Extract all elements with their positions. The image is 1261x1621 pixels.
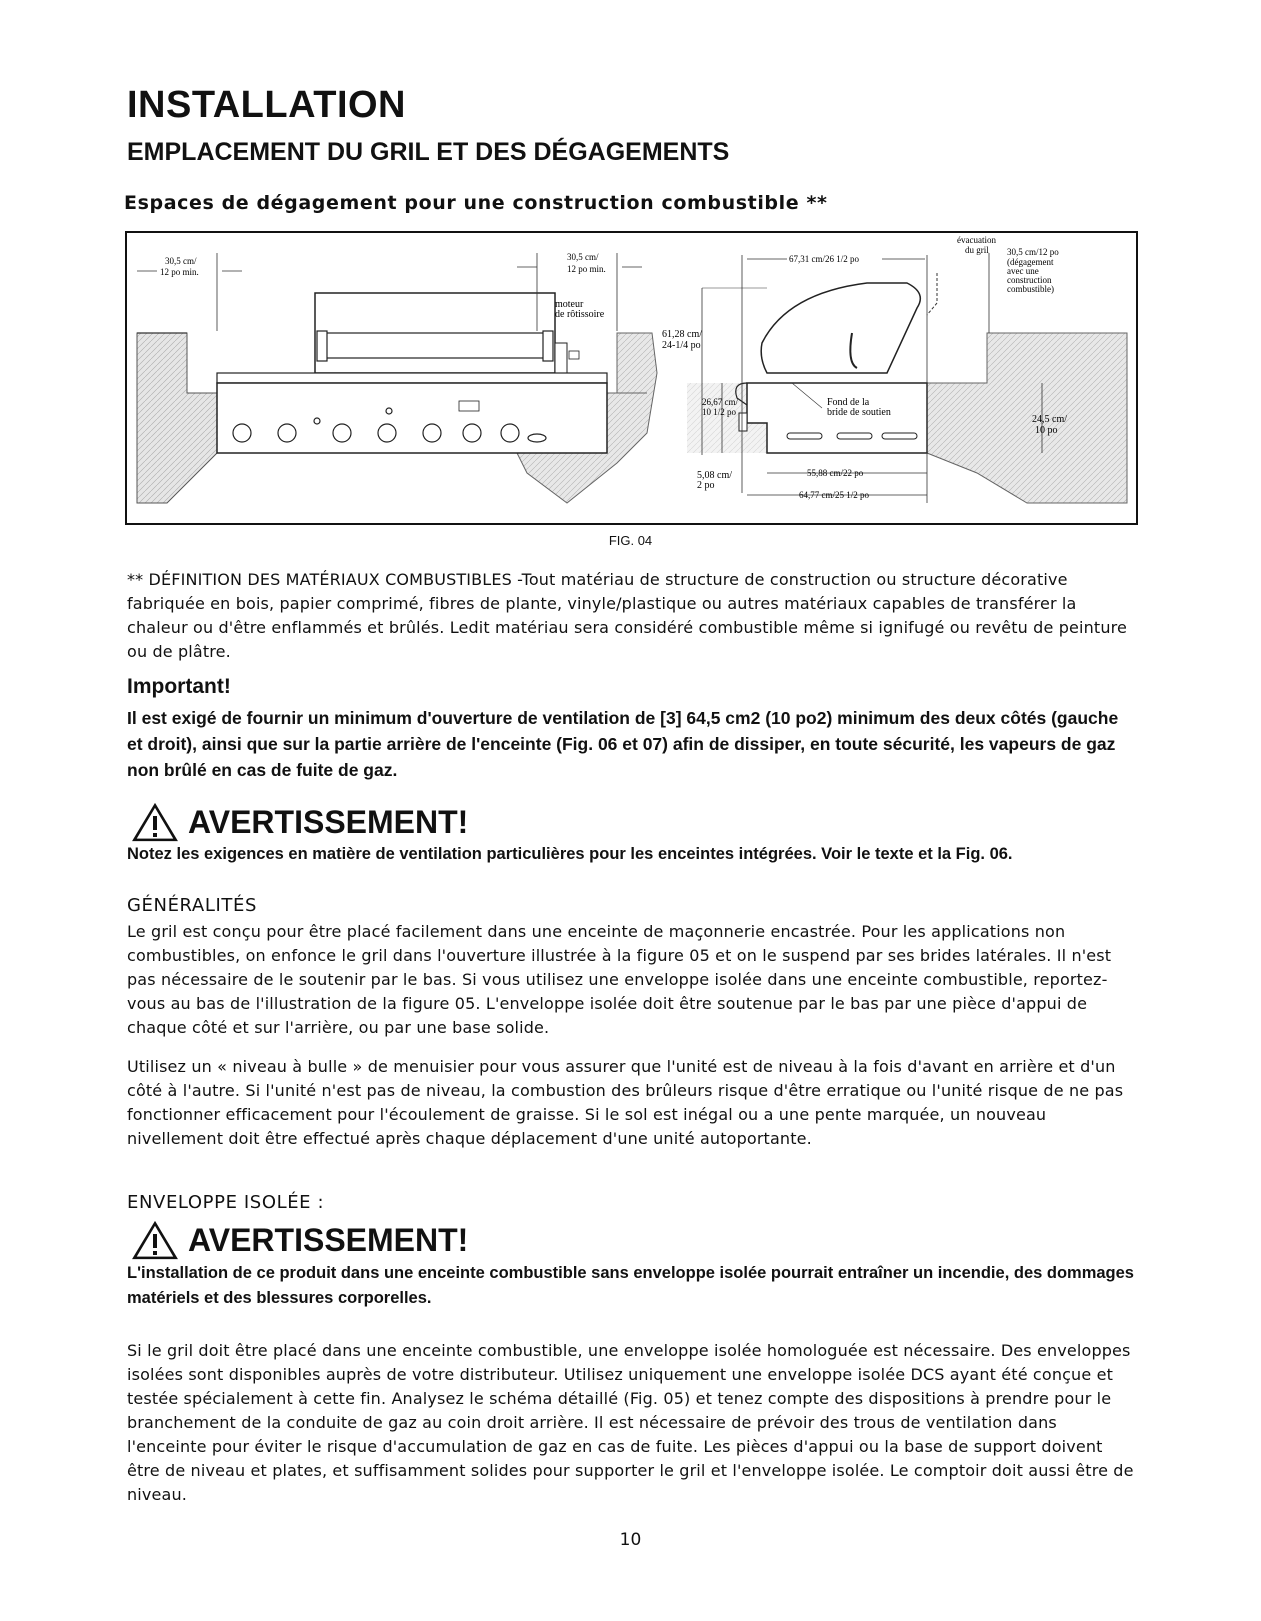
- fig-label-right-clear-1: 30,5 cm/: [567, 252, 599, 262]
- fig-label-vent-2: du gril: [965, 245, 989, 255]
- generalites-paragraph-1: Le gril est conçu pour être placé facilement dans une enceinte de maçonnerie encastrée. Pour les applications non combustibles, on enfonce le gril dans l'ouverture illustrée à la figure 05 et on le suspend par ses brides latérales. Il n'est pas nécessaire de le soutenir par le bas. Si vous utilisez une enveloppe isolée dans une enceinte combustible, reportez-vous au bas de l'illustration de la figure 05. L'enveloppe isolée doit être soutenue par le bas par une pièce d'appui de chaque côté et sur l'arrière, ou par une base solide.: [127, 922, 1112, 1037]
- fig-label-depth-2: 10 1/2 po: [702, 407, 737, 417]
- fig-label-rear-1: 30,5 cm/12 po: [1007, 247, 1059, 257]
- fig-label-motor-2: de rôtissoire: [555, 309, 605, 320]
- warning-text-1: Notez les exigences en matière de ventilation particulières pour les enceintes intégrées. Voir le texte et la Fig. 06.: [127, 845, 1013, 863]
- grill-side-body: [747, 383, 927, 453]
- fig-label-side-2: 10 po: [1035, 425, 1058, 436]
- warning-triangle-icon: [132, 1220, 178, 1260]
- enveloppe-title: ENVELOPPE ISOLÉE :: [127, 1192, 325, 1213]
- fig-label-height-1: 61,28 cm/: [662, 329, 702, 340]
- fig-label-rear-2: (dégagement: [1007, 257, 1054, 267]
- warning-triangle-icon: [132, 802, 178, 842]
- fig-label-height-2: 24-1/4 po: [662, 340, 701, 351]
- fig-label-motor-1: moteur: [555, 299, 584, 310]
- generalites-paragraph-2: Utilisez un « niveau à bulle » de menuisier pour vous assurer que l'unité est de niveau à la fois d'avant en arrière et d'un côté à l'autre. Si l'unité n'est pas de niveau, la combustion des brûleurs risque d'être erratique ou l'unité risque de ne pas fonctionner efficacement pour l'écoulement de graisse. Si le sol est inégal ou a une pente marquée, un nouveau nivellement doit être effectué après chaque déplacement d'une unité autoportante.: [127, 1057, 1124, 1148]
- page-number: 10: [619, 1530, 642, 1550]
- warning-banner-2: [132, 1220, 468, 1260]
- fig-label-lip-1: 5,08 cm/: [697, 470, 732, 481]
- fig-label-rear-3: avec une: [1007, 266, 1039, 276]
- clearance-figure: [125, 231, 1138, 525]
- fig-label-left-clear-1: 30,5 cm/: [165, 256, 197, 266]
- fig-label-flange-2: bride de soutien: [827, 407, 891, 418]
- grill-side-hood: [761, 283, 920, 373]
- grill-body: [217, 373, 607, 383]
- fig-label-rear-5: combustible): [1007, 284, 1054, 294]
- page-subtitle: EMPLACEMENT DU GRIL ET DES DÉGAGEMENTS: [127, 138, 730, 166]
- clearance-heading: Espaces de dégagement pour une construction combustible **: [124, 192, 828, 214]
- fig-label-lip-2: 2 po: [697, 480, 715, 491]
- important-title: Important!: [127, 675, 231, 698]
- fig-label-bottom-2: 64,77 cm/25 1/2 po: [799, 490, 869, 500]
- enveloppe-paragraph: Si le gril doit être placé dans une enceinte combustible, une enveloppe isolée homologuée est nécessaire. Des enveloppes isolées sont disponibles auprès de votre distributeur. Utilisez uniquement une enveloppe isolée DCS ayant été conçue et testée spécialement à cette fin. Analysez le schéma détaillé (Fig. 05) et tenez compte des dispositions à prendre pour le branchement de la conduite de gaz au coin droit arrière. Il est nécessaire de prévoir des trous de ventilation dans l'enceinte pour éviter le risque d'accumulation de gaz en cas de fuite. Les pièces d'appui ou la base de support doivent être de niveau et plates, et suffisamment solides pour supporter le gril et l'enveloppe isolée. Le comptoir doit aussi être de niveau.: [127, 1341, 1134, 1504]
- definition-paragraph: ** DÉFINITION DES MATÉRIAUX COMBUSTIBLES -Tout matériau de structure de construction ou structure décorative fabriquée en bois, papier comprimé, fibres de plante, vinyle/plastique ou autres matériaux capables de transférer la chaleur ou d'être enflammés et brûlés. Ledit matériau sera considéré combustible même si ignifugé ou revêtu de peinture ou de plâtre.: [127, 570, 1127, 661]
- fig-label-width-top: 67,31 cm/26 1/2 po: [789, 254, 859, 264]
- generalites-title: GÉNÉRALITÉS: [127, 895, 257, 916]
- fig-label-rear-4: construction: [1007, 275, 1052, 285]
- fig-label-left-clear-2: 12 po min.: [160, 267, 199, 277]
- warning-title-1: AVERTISSEMENT!: [188, 803, 469, 840]
- fig-label-bottom-1: 55,88 cm/22 po: [807, 468, 864, 478]
- fig-label-flange-1: Fond de la: [827, 397, 870, 408]
- important-text: Il est exigé de fournir un minimum d'ouverture de ventilation de [3] 64,5 cm2 (10 po2) minimum des deux côtés (gauche et droit), ainsi que sur la partie arrière de l'enceinte (Fig. 06 et 07) afin de dissiper, en toute sécurité, les vapeurs de gaz non brûlé en cas de fuite de gaz.: [127, 708, 1119, 780]
- masonry-back: [927, 333, 1127, 503]
- fig-label-vent-1: évacuation: [957, 235, 996, 245]
- fig-label-depth-1: 26,67 cm/: [702, 397, 738, 407]
- figure-caption: FIG. 04: [608, 533, 653, 548]
- warning-title-2: AVERTISSEMENT!: [188, 1221, 469, 1258]
- masonry-left: [137, 333, 217, 503]
- warning-banner-1: [132, 802, 468, 842]
- clearance-diagram: [127, 233, 1136, 523]
- warning-text-2: L'installation de ce produit dans une enceinte combustible sans enveloppe isolée pourrait entraîner un incendie, des dommages matériels et des blessures corporelles.: [127, 1264, 1134, 1307]
- fig-label-side-1: 24,5 cm/: [1032, 414, 1067, 425]
- page-title: INSTALLATION: [127, 84, 406, 126]
- fig-label-right-clear-2: 12 po min.: [567, 264, 606, 274]
